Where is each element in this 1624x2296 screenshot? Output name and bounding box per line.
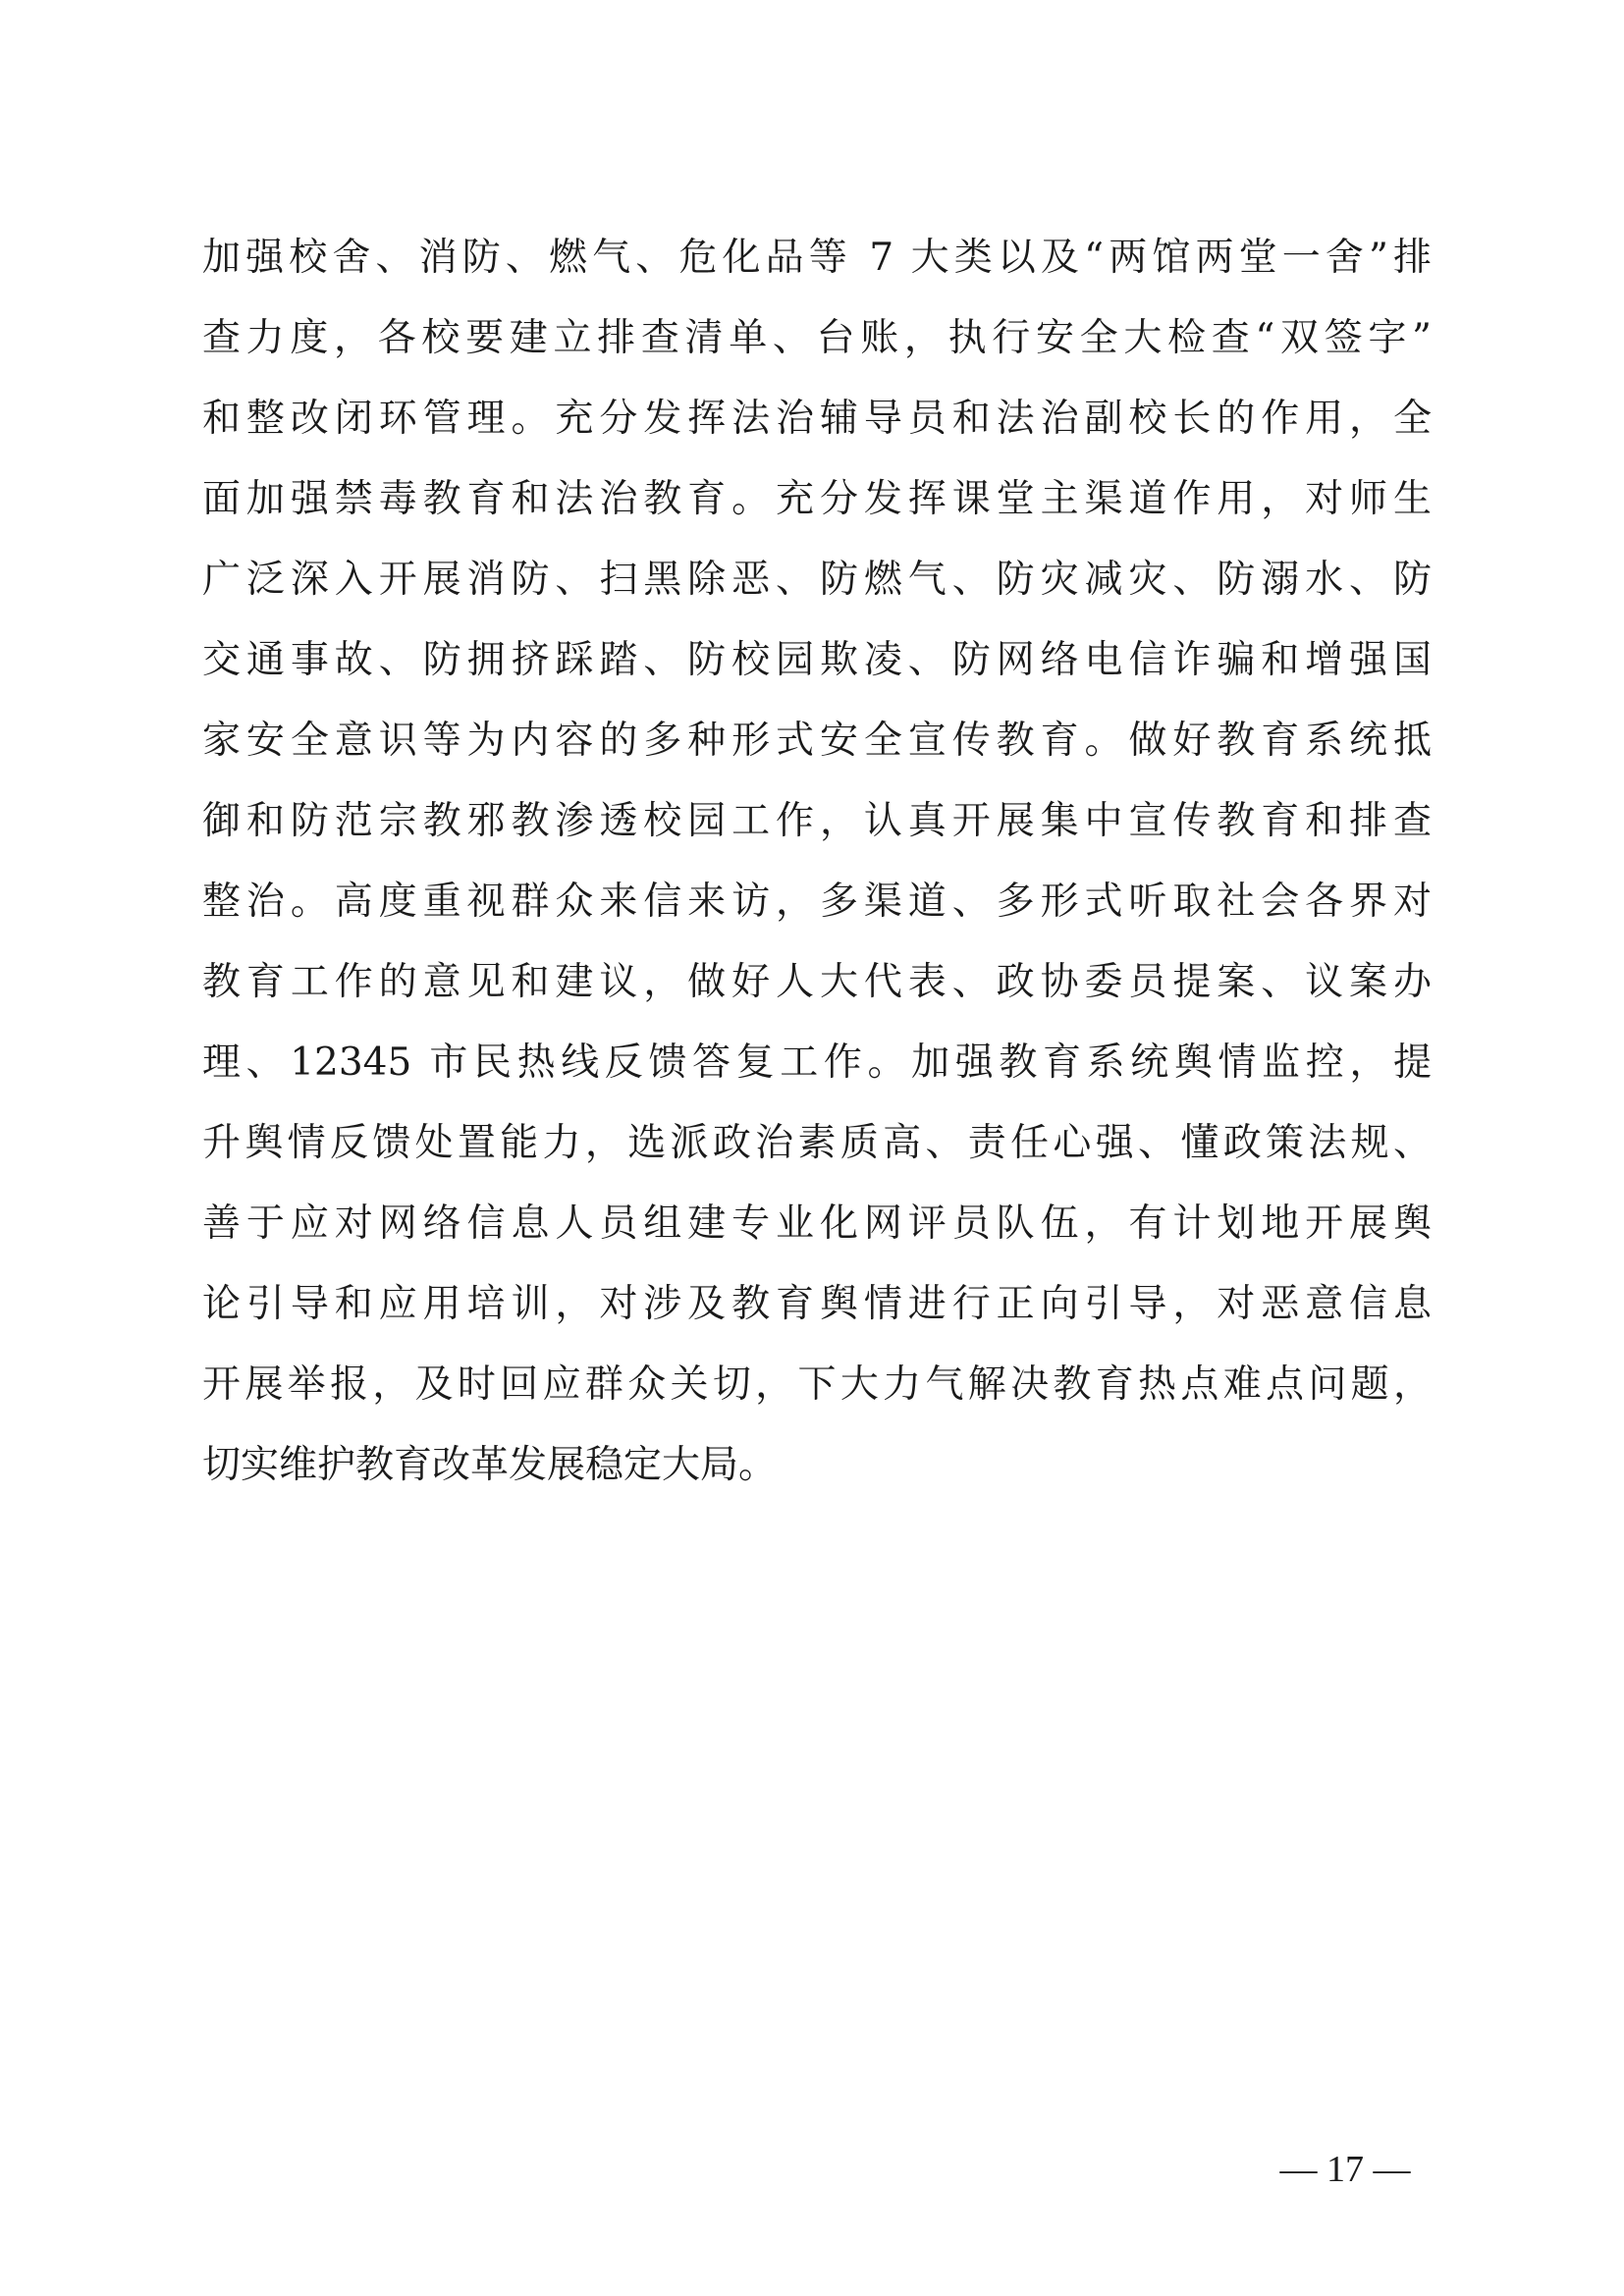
paragraph-line: 切实维护教育改革发展稳定大局。	[202, 1443, 778, 1487]
paragraph-line: 家安全意识等为内容的多种形式安全宣传教育。做好教育系统抵	[202, 719, 1432, 763]
paragraph-line: 开展举报，及时回应群众关切，下大力气解决教育热点难点问题，	[202, 1362, 1432, 1407]
paragraph-line: 面加强禁毒教育和法治教育。充分发挥课堂主渠道作用，对师生	[202, 477, 1432, 521]
paragraph-line: 升舆情反馈处置能力，选派政治素质高、责任心强、懂政策法规、	[202, 1121, 1432, 1165]
body-paragraph	[202, 218, 1432, 1506]
paragraph-line: 论引导和应用培训，对涉及教育舆情进行正向引导，对恶意信息	[202, 1282, 1432, 1326]
paragraph-line: 和整改闭环管理。充分发挥法治辅导员和法治副校长的作用，全	[202, 397, 1432, 441]
paragraph-line: 善于应对网络信息人员组建专业化网评员队伍，有计划地开展舆	[202, 1201, 1432, 1246]
paragraph-line: 交通事故、防拥挤踩踏、防校园欺凌、防网络电信诈骗和增强国	[202, 638, 1432, 682]
paragraph-line: 整治。高度重视群众来信来访，多渠道、多形式听取社会各界对	[202, 880, 1432, 924]
paragraph-line: 御和防范宗教邪教渗透校园工作，认真开展集中宣传教育和排查	[202, 799, 1432, 843]
page-number: — 17 —	[1279, 2149, 1411, 2190]
paragraph-line: 广泛深入开展消防、扫黑除恶、防燃气、防灾减灾、防溺水、防	[202, 558, 1432, 602]
paragraph-line: 教育工作的意见和建议，做好人大代表、政协委员提案、议案办	[202, 960, 1432, 1004]
paragraph-line: 查力度，各校要建立排查清单、台账，执行安全大检查“双签字”	[202, 316, 1432, 360]
paragraph-line: 加强校舍、消防、燃气、危化品等 7 大类以及“两馆两堂一舍”排	[202, 236, 1432, 280]
paragraph-line: 理、12345 市民热线反馈答复工作。加强教育系统舆情监控，提	[202, 1041, 1432, 1085]
